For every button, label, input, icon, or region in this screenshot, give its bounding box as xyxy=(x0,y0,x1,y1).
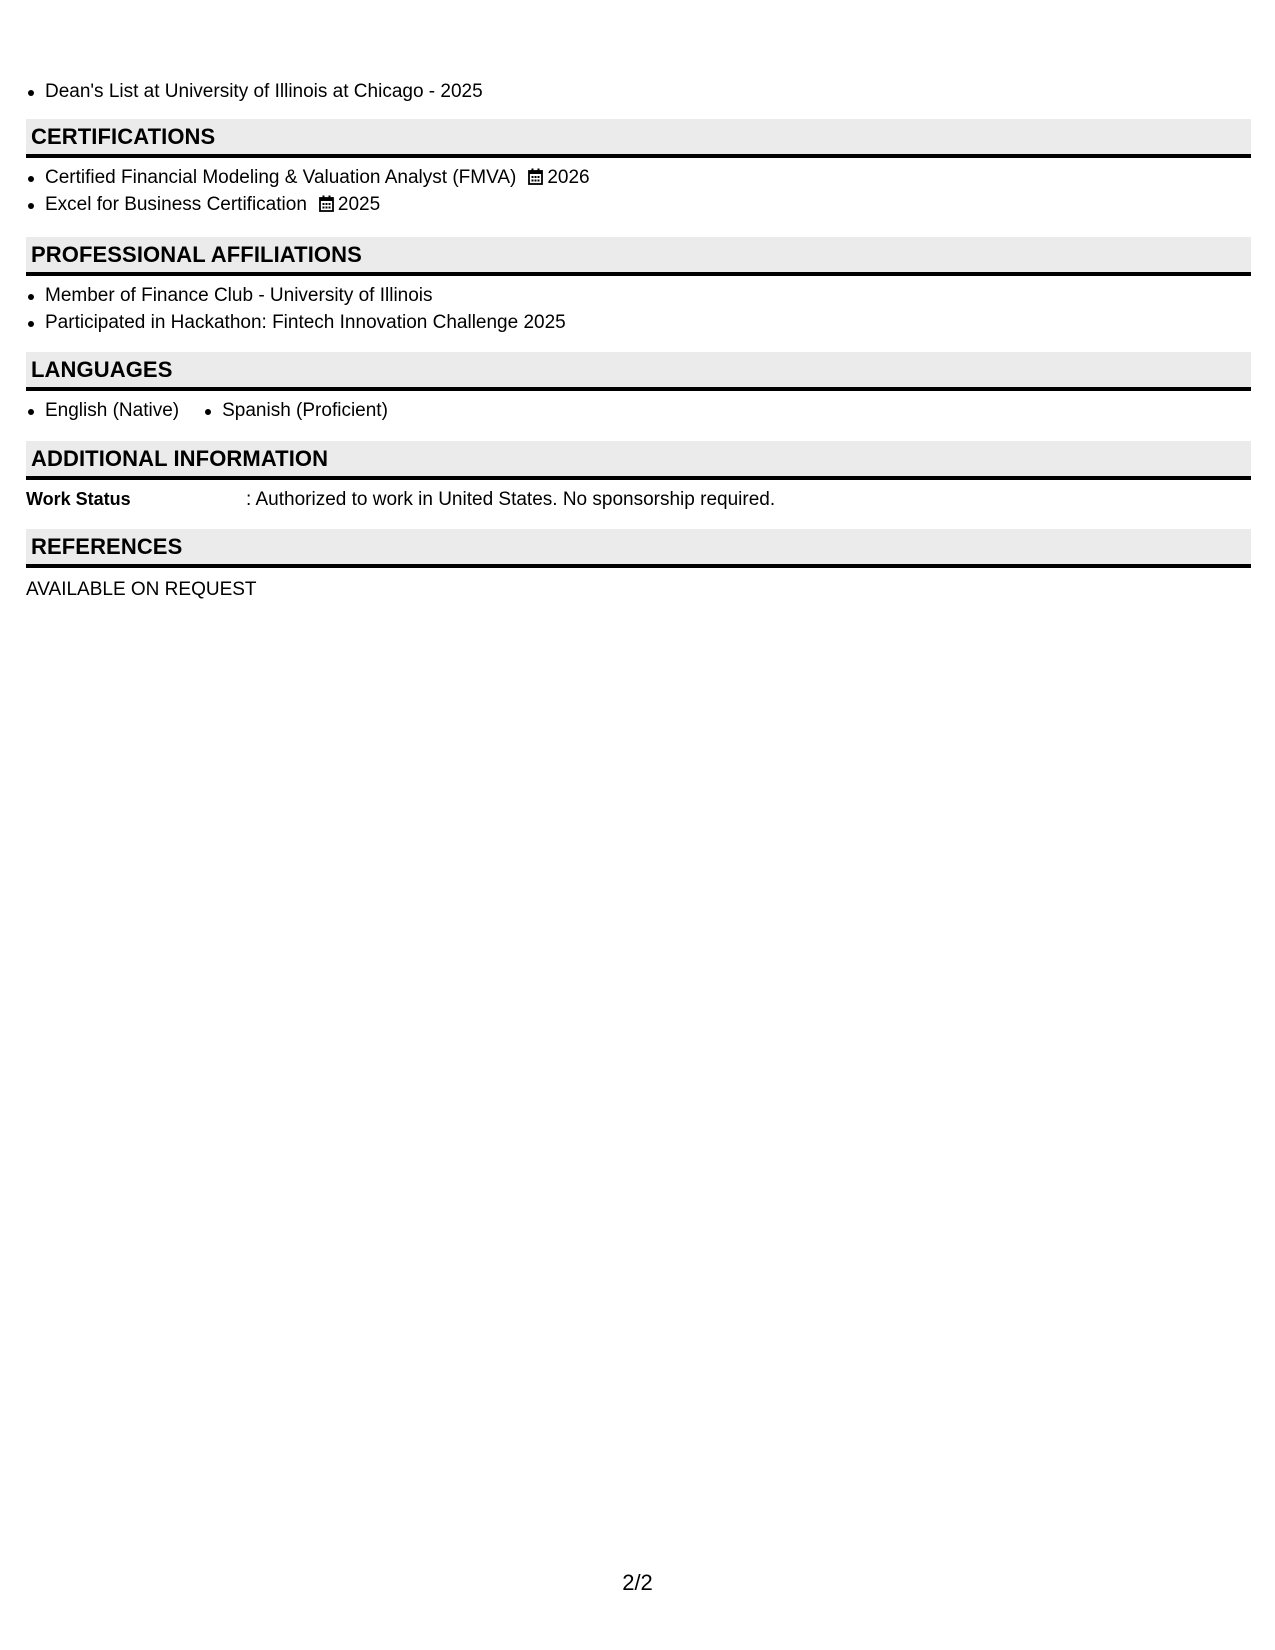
list-item: Participated in Hackathon: Fintech Innovation Challenge 2025 xyxy=(26,309,1251,336)
list-item: Member of Finance Club - University of Illinois xyxy=(26,282,1251,309)
list-item: Spanish (Proficient) xyxy=(203,397,388,424)
page-number: 2/2 xyxy=(622,1570,653,1595)
references-text: AVAILABLE ON REQUEST xyxy=(26,579,257,600)
certification-year: 2025 xyxy=(337,194,381,215)
calendar-icon xyxy=(528,168,543,185)
additional-info-section-header xyxy=(26,441,1251,480)
certification-name: Certified Financial Modeling & Valuation Analyst (FMVA) xyxy=(45,167,517,188)
work-status-value: : Authorized to work in United States. No sponsorship required. xyxy=(246,489,776,510)
work-status-label: Work Status xyxy=(26,489,131,509)
languages-section-header xyxy=(26,352,1251,391)
certifications-section-header xyxy=(26,119,1251,158)
references-section-header xyxy=(26,529,1251,568)
section-title: LANGUAGES xyxy=(31,356,173,382)
section-title: REFERENCES xyxy=(31,533,183,559)
certification-name: Excel for Business Certification xyxy=(45,194,307,215)
certifications-list xyxy=(26,164,1251,218)
list-item xyxy=(26,191,1251,218)
affiliations-list xyxy=(26,282,1251,336)
affiliations-section-header xyxy=(26,237,1251,276)
certification-year: 2026 xyxy=(547,167,590,188)
section-title: PROFESSIONAL AFFILIATIONS xyxy=(31,241,362,267)
calendar-icon xyxy=(319,195,334,212)
section-title: ADDITIONAL INFORMATION xyxy=(31,445,329,471)
list-item: Dean's List at University of Illinois at Chicago - 2025 xyxy=(26,78,1251,105)
languages-list xyxy=(26,397,1251,424)
section-title: CERTIFICATIONS xyxy=(31,123,216,149)
resume-page xyxy=(26,0,1251,603)
list-item xyxy=(26,164,1251,191)
honors-list xyxy=(26,78,1251,105)
list-item: English (Native) xyxy=(26,397,179,424)
work-status-row xyxy=(26,486,1251,513)
